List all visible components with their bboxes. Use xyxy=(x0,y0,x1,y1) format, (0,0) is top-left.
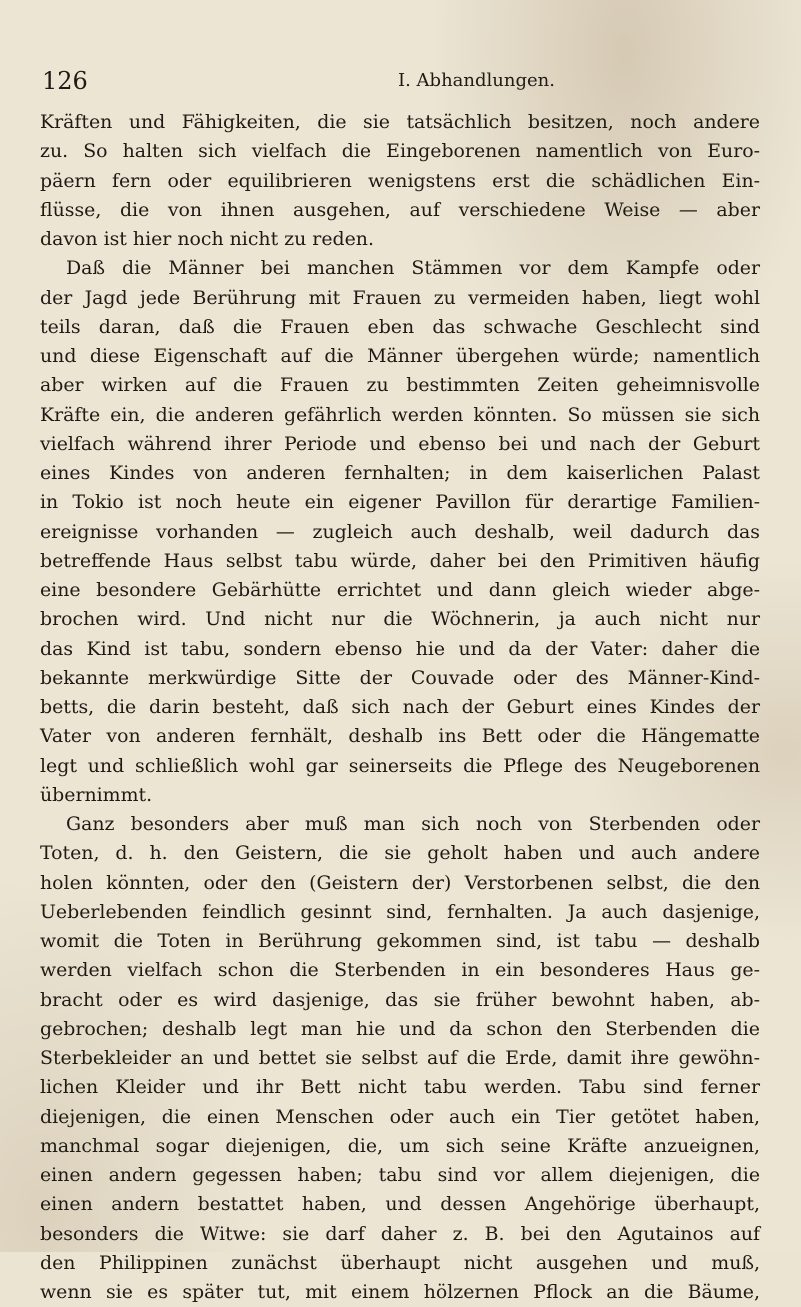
text-line: brochen wird. Und nicht nur die Wöchnerin, ja auch nicht nur xyxy=(40,608,760,631)
text-line: Vater von anderen fernhält, deshalb ins Bett oder die Hängematte xyxy=(40,725,760,748)
text-line: zu. So halten sich vielfach die Eingeborenen namentlich von Euro- xyxy=(40,140,760,163)
text-line: bracht oder es wird dasjenige, das sie früher bewohnt haben, ab- xyxy=(40,988,760,1011)
text-line: ereignisse vorhanden — zugleich auch deshalb, weil dadurch das xyxy=(40,520,760,543)
text-line: Toten, d. h. den Geistern, die sie geholt haben und auch andere xyxy=(40,842,760,865)
text-line: vielfach während ihrer Periode und ebenso bei und nach der Geburt xyxy=(40,432,760,455)
text-line: besonders die Witwe: sie darf daher z. B. bei den Agutainos auf xyxy=(40,1222,760,1245)
text-line: Sterbekleider an und bettet sie selbst auf die Erde, damit ihre gewöhn- xyxy=(40,1047,760,1069)
text-line: teils daran, daß die Frauen eben das schwache Geschlecht sind xyxy=(40,315,760,338)
text-line: das Kind ist tabu, sondern ebenso hie und da der Vater: daher die xyxy=(40,637,760,660)
text-line: betts, die darin besteht, daß sich nach der Geburt eines Kindes der xyxy=(40,696,760,718)
text-line: und diese Eigenschaft auf die Männer übergehen würde; namentlich xyxy=(40,345,760,367)
text-line: bekannte merkwürdige Sitte der Couvade oder des Männer-Kind- xyxy=(40,666,760,689)
text-line: Daß die Männer bei manchen Stämmen vor dem Kampfe oder xyxy=(66,257,760,280)
text-line: eines Kindes von anderen fernhalten; in dem kaiserlichen Palast xyxy=(40,462,760,484)
text-line: legt und schließlich wohl gar seinerseits die Pflege des Neugeborenen xyxy=(40,754,760,777)
text-line: betreffende Haus selbst tabu würde, daher bei den Primitiven häufig xyxy=(40,549,760,572)
text-line: holen könnten, oder den (Geistern der) Verstorbenen selbst, die den xyxy=(40,871,760,894)
text-line: lichen Kleider und ihr Bett nicht tabu werden. Tabu sind ferner xyxy=(40,1076,760,1099)
text-line: übernimmt. xyxy=(40,783,153,806)
text-line: Ueberlebenden feindlich gesinnt sind, fernhalten. Ja auch dasjenige, xyxy=(40,900,760,923)
text-line: den Philippinen zunächst überhaupt nicht ausgehen und muß, xyxy=(40,1251,760,1274)
running-head xyxy=(42,66,555,96)
text-line: manchmal sogar diejenigen, die, um sich seine Kräfte anzueignen, xyxy=(40,1134,760,1157)
body-text xyxy=(40,108,760,1307)
page-number: 126 xyxy=(42,67,88,95)
text-line: in Tokio ist noch heute ein eigener Pavillon für derartige Familien- xyxy=(40,491,760,514)
text-line: flüsse, die von ihnen ausgehen, auf verschiedene Weise — aber xyxy=(40,198,760,221)
text-line: der Jagd jede Berührung mit Frauen zu vermeiden haben, liegt wohl xyxy=(40,286,760,309)
text-line: aber wirken auf die Frauen zu bestimmten Zeiten geheimnisvolle xyxy=(40,374,760,397)
text-line: diejenigen, die einen Menschen oder auch ein Tier getötet haben, xyxy=(40,1105,760,1128)
text-line: eine besondere Gebärhütte errichtet und dann gleich wieder abge- xyxy=(40,579,760,601)
text-line: davon ist hier noch nicht zu reden. xyxy=(40,228,374,250)
text-line: einen andern gegessen haben; tabu sind vor allem diejenigen, die xyxy=(40,1164,760,1186)
chapter-title: I. Abhandlungen. xyxy=(398,70,555,91)
text-line: wenn sie es später tut, mit einem hölzernen Pflock an die Bäume, xyxy=(40,1281,760,1303)
text-line: Kräfte ein, die anderen gefährlich werden könnten. So müssen sie sich xyxy=(40,403,760,426)
text-line: gebrochen; deshalb legt man hie und da schon den Sterbenden die xyxy=(40,1017,760,1040)
text-line: womit die Toten in Berührung gekommen sind, ist tabu — deshalb xyxy=(40,930,760,952)
text-line: Kräften und Fähigkeiten, die sie tatsächlich besitzen, noch andere xyxy=(40,111,760,133)
text-line: päern fern oder equilibrieren wenigstens erst die schädlichen Ein- xyxy=(40,169,760,192)
text-line: einen andern bestattet haben, und dessen Angehörige überhaupt, xyxy=(40,1193,760,1216)
text-line: werden vielfach schon die Sterbenden in ein besonderes Haus ge- xyxy=(40,959,760,982)
text-line: Ganz besonders aber muß man sich noch von Sterbenden oder xyxy=(66,813,760,835)
